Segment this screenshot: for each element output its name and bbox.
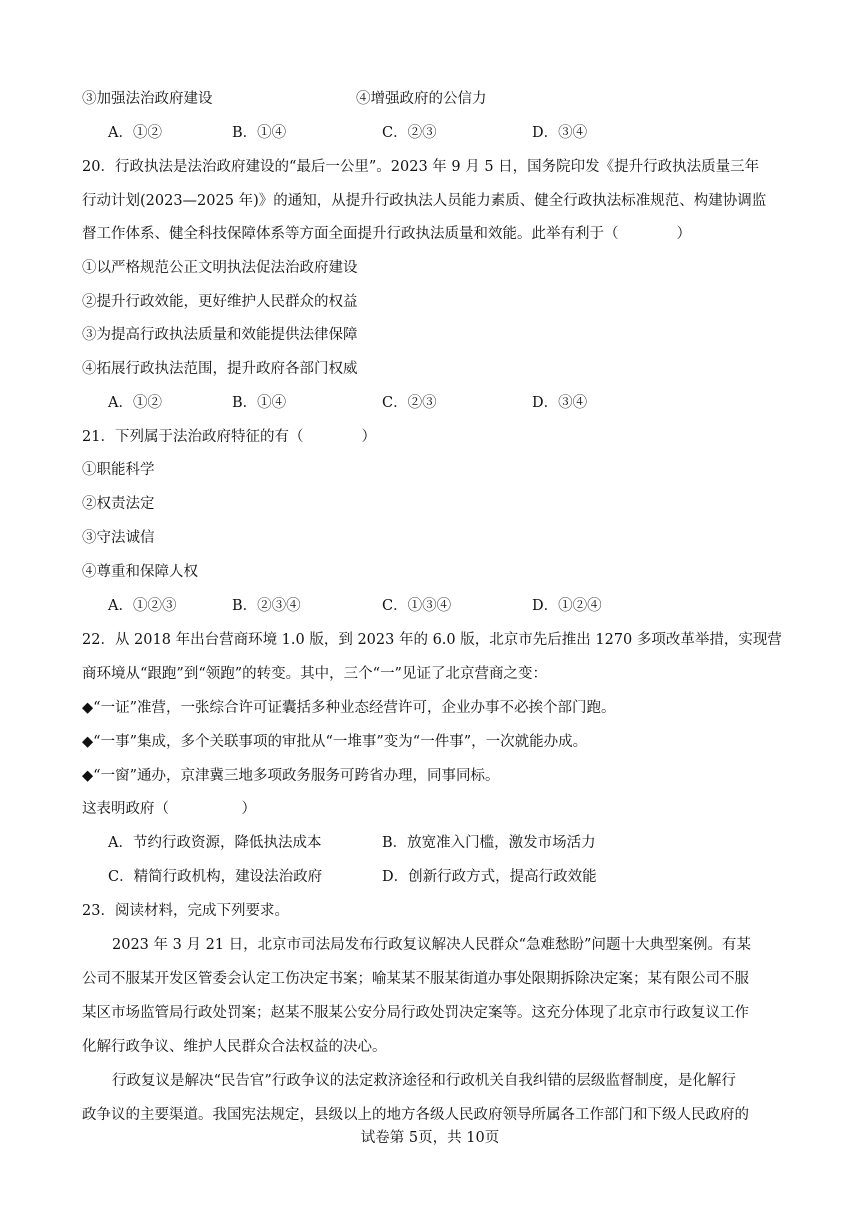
q21-item: ③守法诚信	[82, 530, 155, 546]
q21-item: ②权责法定	[82, 496, 155, 512]
q21-stem: 21．下列属于法治政府特征的有（ ）	[82, 429, 376, 445]
q22-option-b: B．放宽准入门槛，激发市场活力	[382, 835, 596, 851]
q23-paragraph-line: 公司不服某开发区管委会认定工伤决定书案；喻某某不服某街道办事处限期拆除决定案；某有限公司不服	[82, 971, 749, 987]
q20-option-b: B．①④	[232, 395, 287, 411]
q20-item: ①以严格规范公正文明执法促法治政府建设	[82, 260, 358, 276]
q22-prompt: 这表明政府（ ）	[82, 801, 256, 817]
q20-stem-line: 行动计划(2023—2025 年)》的通知，从提升行政执法人员能力素质、健全行政执法标准规范、构建协调监	[82, 193, 767, 209]
q22-bullet: ◆“一窗”通办，京津冀三地多项政务服务可跨省办理，同事同标。	[82, 768, 500, 784]
q19-item-3: ③加强法治政府建设	[82, 91, 213, 107]
q19-item-4: ④增强政府的公信力	[356, 91, 487, 107]
q23-stem: 23．阅读材料，完成下列要求。	[82, 903, 289, 919]
q23-paragraph-line: 化解行政争议、维护人民群众合法权益的决心。	[82, 1039, 387, 1055]
q23-paragraph-line: 政争议的主要渠道。我国宪法规定，县级以上的地方各级人民政府领导所属各工作部门和下级人民政府的	[82, 1107, 749, 1123]
q23-paragraph-line: 行政复议是解决“民告官”行政争议的法定救济途径和行政机关自我纠错的层级监督制度，是化解行	[112, 1073, 736, 1089]
q22-stem-line: 商环境从“跟跑”到“领跑”的转变。其中，三个“一”见证了北京营商之变：	[82, 666, 547, 682]
q20-item: ④拓展行政执法范围，提升政府各部门权威	[82, 361, 358, 377]
q20-option-a: A．①②	[108, 395, 162, 411]
q23-paragraph-line: 某区市场监管局行政处罚案；赵某不服某公安分局行政处罚决定案等。这充分体现了北京市行政复议工作	[82, 1005, 749, 1021]
q22-bullet: ◆“一证”准营，一张综合许可证囊括多种业态经营许可，企业办事不必挨个部门跑。	[82, 700, 616, 716]
q20-option-c: C．②③	[382, 395, 437, 411]
q22-option-d: D．创新行政方式，提高行政效能	[382, 869, 597, 885]
q22-option-a: A．节约行政资源，降低执法成本	[108, 835, 322, 851]
q23-paragraph-line: 2023 年 3 月 21 日，北京市司法局发布行政复议解决人民群众“急难愁盼”问题十大典型案例。有某	[112, 937, 751, 953]
q21-item: ④尊重和保障人权	[82, 564, 198, 580]
q21-item: ①职能科学	[82, 462, 155, 478]
q20-item: ③为提高行政执法质量和效能提供法律保障	[82, 327, 358, 343]
q21-option-c: C．①③④	[382, 598, 452, 614]
q20-option-d: D．③④	[532, 395, 588, 411]
q21-option-a: A．①②③	[108, 598, 177, 614]
q19-option-b: B．①④	[232, 125, 287, 141]
q20-stem-line: 督工作体系、健全科技保障体系等方面全面提升行政执法质量和效能。此举有利于（ ）	[82, 226, 691, 242]
page-footer: 试卷第 5页，共 10页	[360, 1130, 500, 1146]
q21-option-b: B．②③④	[232, 598, 301, 614]
q19-option-c: C．②③	[382, 125, 437, 141]
q19-option-a: A．①②	[108, 125, 162, 141]
q22-bullet: ◆“一事”集成，多个关联事项的审批从“一堆事”变为“一件事”，一次就能办成。	[82, 734, 588, 750]
q21-option-d: D．①②④	[532, 598, 602, 614]
q19-option-d: D．③④	[532, 125, 588, 141]
q20-stem-line: 20．行政执法是法治政府建设的“最后一公里”。2023 年 9 月 5 日，国务院印发《提升行政执法质量三年	[82, 159, 760, 175]
q22-stem-line: 22．从 2018 年出台营商环境 1.0 版，到 2023 年的 6.0 版，北京市先后推出 1270 多项改革举措，实现营	[82, 632, 782, 648]
q20-item: ②提升行政效能，更好维护人民群众的权益	[82, 294, 358, 310]
q22-option-c: C．精简行政机构，建设法治政府	[108, 869, 323, 885]
